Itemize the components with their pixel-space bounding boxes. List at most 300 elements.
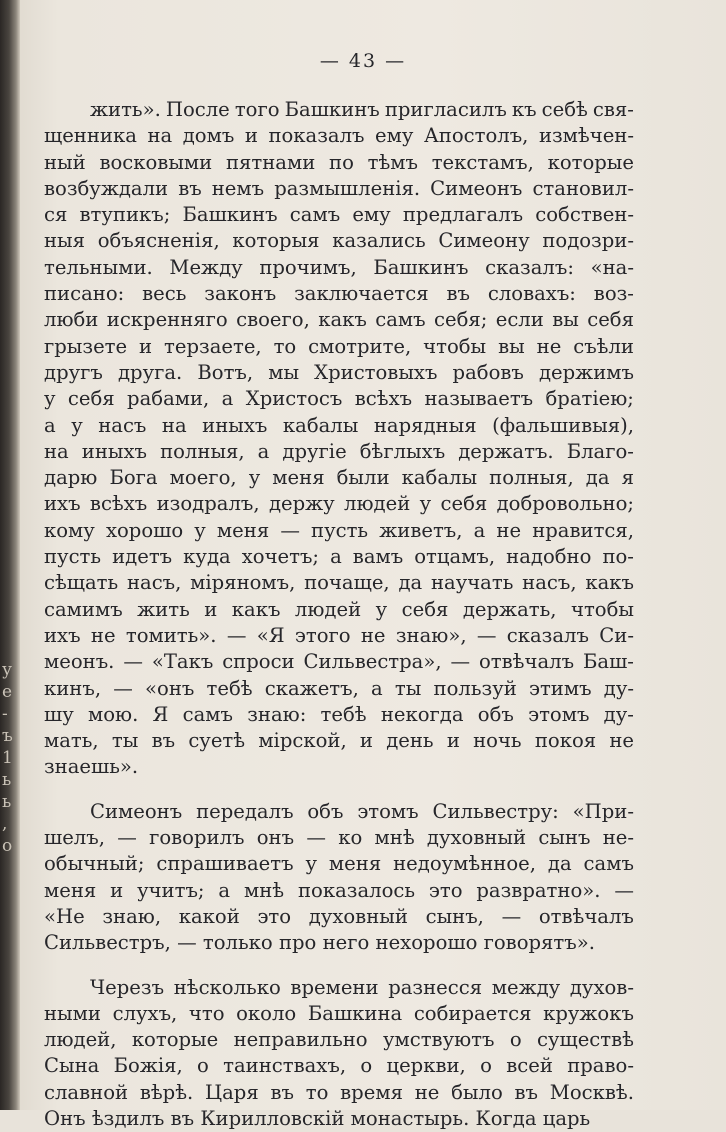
word: — [280,518,300,542]
word: о [480,1054,492,1078]
word: вамъ [352,545,404,569]
word: — [306,826,326,850]
word: ты [111,729,139,753]
word: ся [44,203,68,227]
word: и [244,124,258,148]
word: подозри- [542,229,634,253]
text-line [44,386,634,412]
word: въ [151,729,176,753]
word: Сильвестръ, [44,931,178,955]
word: иныхъ [202,413,268,437]
word: что [188,1001,225,1025]
word: домъ [182,124,235,148]
word: — [226,623,247,647]
word: «онъ [145,676,195,700]
word: нарядныя [373,413,477,437]
text-line [44,754,634,780]
word: скажетъ, [264,676,359,700]
word: текстамъ, [431,150,534,174]
word: немъ [211,176,265,200]
word: собирается [413,1001,532,1025]
word: свя- [592,98,634,121]
word: хочетъ; [241,545,320,569]
page-gutter [0,0,20,1110]
word: этомъ [357,799,419,823]
word: воз- [593,282,634,306]
word: отцамъ, [414,545,496,569]
word: ными [44,1001,101,1025]
word: у [194,518,206,542]
word: ду- [603,702,634,726]
word: меня [44,878,97,902]
word: по [329,150,354,174]
text-line [44,1001,634,1027]
word: — [450,650,471,674]
word: весь [142,282,187,306]
word: чтобы [571,597,634,621]
word: міряномъ, [190,571,296,595]
word: предлагалъ [402,203,524,227]
word: то [273,334,297,358]
word: въ [270,1080,294,1104]
word: мы [268,360,300,384]
word: въ [514,1080,539,1104]
word: писано: [44,282,125,306]
word: да [398,571,423,595]
word: сынъ, [425,904,484,928]
text-line [44,1080,634,1106]
word: почаще, [304,571,390,595]
word: о [360,1054,373,1078]
gutter-glyph: ь [2,792,12,812]
word: передалъ [196,799,294,823]
word: самъ [583,852,634,876]
word: тельными. [44,255,153,279]
word: самъ [182,702,233,726]
word: живетъ, [379,518,463,542]
word: про [278,931,323,955]
word: полныя, [160,439,245,463]
text-line [44,360,634,386]
word: другъ [44,360,103,384]
word: тѣмъ [367,150,418,174]
text-line [44,97,634,123]
word: искренняго [106,308,228,332]
word: время [340,1080,403,1104]
word: тебѣ [206,676,253,700]
word: я [621,466,634,490]
text-line [44,799,634,825]
gutter-glyph: ъ [2,726,13,746]
word: этого [294,623,351,647]
word: по- [602,545,634,569]
word: ихъ [44,492,81,516]
word: на [44,439,69,463]
word: людей, [44,1028,117,1052]
word: Царя [205,1080,259,1104]
word: кружокъ [543,1001,634,1025]
word: «При- [572,799,634,823]
body-text [44,97,634,1132]
word: сказалъ: [485,255,574,279]
word: духов- [569,975,634,999]
word: ныя [44,229,86,253]
word: онъ [256,826,295,850]
word: объясненія, [97,229,220,253]
word: знаю, [102,904,162,928]
text-line [44,930,634,956]
word: людей [294,597,362,621]
word: ду- [603,676,634,700]
word: пригласилъ [384,98,507,121]
word: церкви, [386,1054,466,1078]
word: Христосъ [245,387,343,411]
word: времени [290,975,379,999]
word: люби [44,308,99,332]
word: не [609,729,634,753]
gutter-glyph: о [2,836,13,856]
word: а [330,545,342,569]
word: между [491,975,561,999]
word: того [234,98,280,121]
word: дарю [44,466,98,490]
text-line [44,1106,634,1132]
word: Апостолъ, [423,124,529,148]
word: грызете [44,334,128,358]
facing-page-fragments [2,660,18,856]
word: возбуждали [44,176,169,200]
word: и [446,729,460,753]
word: Я [152,702,169,726]
word: съѣли [573,334,634,358]
word: мать, [44,729,99,753]
word: неправильно [233,1028,368,1052]
word: становил- [532,176,634,200]
text-line [44,570,634,596]
word: знаешь». [44,755,139,779]
word: и [110,878,124,902]
word: всѣхъ [354,387,413,411]
word: словахъ: [487,282,576,306]
word: всѣхъ [89,492,148,516]
word: восковыми [99,150,213,174]
text-line [44,878,634,904]
word: ѣздилъ [91,1106,171,1130]
text-line [44,1053,634,1079]
text-line [44,307,634,333]
word: пусть [311,518,369,542]
word: Сильвестру: [432,799,559,823]
word: куда [183,545,231,569]
word: не [496,518,522,542]
word: измѣчен- [538,124,634,148]
word: «Я [256,623,285,647]
word: моего, [169,466,237,490]
word: себя [67,387,115,411]
word: Симеону [438,229,530,253]
word: Сильвестра», [303,650,442,674]
word: терзаете, [164,334,262,358]
word: нехорошо [375,931,484,955]
word: какъ [585,571,634,595]
text-line [44,491,634,517]
word: щенника [44,124,137,148]
word: смотрите, [308,334,412,358]
word: кому [44,518,95,542]
word: нравится, [532,518,634,542]
text-line [44,518,634,544]
word: да [585,466,610,490]
word: къ [511,98,537,121]
word: о [509,1028,522,1052]
word: — [177,931,203,955]
word: недоумѣнное, [393,852,536,876]
word: шелъ, [44,826,105,850]
gutter-glyph: е [2,682,13,702]
word: вы [498,334,525,358]
word: Башкина [307,1001,403,1025]
word: него [322,931,376,955]
word: ему [375,124,414,148]
word: таинствахъ, [223,1054,347,1078]
word: Москвѣ. [549,1080,634,1104]
word: научать [430,571,514,595]
word: говорилъ [149,826,245,850]
word: которые [131,1028,219,1052]
word: «на- [590,255,634,279]
word: не [536,334,562,358]
text-line [44,413,634,439]
word: ный [44,150,86,174]
word: собствен- [535,203,634,227]
word: людей [344,492,411,516]
word: было [451,1080,503,1104]
word: Башкинъ [182,203,278,227]
word: бѣглыхъ [359,439,446,463]
gutter-glyph: ь [2,770,12,790]
word: самъ [289,203,341,227]
word: «Такъ [151,650,214,674]
text-line [44,228,634,254]
word: пользуй [433,676,517,700]
text-line [44,676,634,702]
page-number: — 43 — [319,50,407,72]
word: день [386,729,434,753]
word: отвѣчалъ [538,904,634,928]
word: умствуютъ [382,1028,495,1052]
text-line [44,623,634,649]
text-line [44,202,634,228]
word: насъ [98,413,147,437]
word: обычный; [44,852,145,876]
word: называетъ [424,387,534,411]
word: спроси [222,650,295,674]
word: рабами, [127,387,210,411]
gutter-glyph: 1 [2,748,13,768]
text-line [44,544,634,570]
word: ихъ [44,623,81,647]
word: После [165,98,230,121]
word: на [161,413,187,437]
word: пусть [44,545,102,569]
word: Черезъ [90,975,165,999]
word: Симеонъ [90,799,183,823]
word: — [117,826,137,850]
word: тебѣ [320,702,367,726]
word: Кирилловскій [200,1106,351,1130]
word: разнесся [388,975,483,999]
word: не [90,623,116,647]
word: которыя [232,229,320,253]
word: у [248,466,261,490]
word: о [197,1054,209,1078]
word: полныя, [489,466,574,490]
word: держатъ. [458,439,554,463]
word: царь [542,1106,591,1130]
word: какъ [318,308,367,332]
word: а [371,676,383,700]
gutter-glyph: - [2,704,8,724]
word: Вотъ, [197,360,254,384]
gutter-glyph: , [2,814,8,834]
word: ему [352,203,391,227]
word: себѣ [541,98,588,121]
word: сказалъ [506,623,589,647]
word: а [221,387,234,411]
word: да [547,852,572,876]
word: а [473,518,486,542]
word: если [495,308,544,332]
word: знаю: [247,702,307,726]
word: этимъ [528,676,592,700]
word: а [257,439,270,463]
word: кинъ, [44,676,102,700]
word: себя [440,492,488,516]
word: — [476,623,497,647]
word: Башкинъ [284,98,380,121]
word: чтобы [423,334,487,358]
word: самимъ [44,597,123,621]
word: у [375,597,388,621]
gutter-glyph: у [2,660,13,680]
word: Симеонъ [430,176,523,200]
word: самъ [375,308,426,332]
word: томить». [125,623,217,647]
word: насъ, [126,571,182,595]
word: «Не [44,904,85,928]
text-line [44,649,634,675]
word: а [218,878,231,902]
word: а [44,413,56,437]
word: заключается [294,282,429,306]
word: не [360,623,386,647]
word: не [414,1080,440,1104]
word: мнѣ [243,878,285,902]
text-line [44,825,634,851]
word: духовный [426,826,527,850]
text-line [44,904,634,930]
word: покоя [534,729,597,753]
paragraph-gap [44,957,634,975]
word: надобно [506,545,592,569]
word: вѣрѣ. [139,1080,194,1104]
word: духовный [308,904,408,928]
word: держимъ [538,360,634,384]
word: у [44,387,56,411]
word: этомъ [528,702,590,726]
word: говорятъ». [483,931,595,955]
word: суетѣ [188,729,246,753]
text-line [44,1027,634,1053]
word: Когда [475,1106,543,1130]
word: Благо- [566,439,634,463]
word: показалось [297,878,416,902]
word: держу [268,492,335,516]
word: показалъ [268,124,365,148]
word: рабовъ [452,360,524,384]
word: спрашиваетъ [156,852,294,876]
text-line [44,334,634,360]
word: прочимъ, [259,255,357,279]
word: въ [170,1106,201,1130]
word: и [139,334,153,358]
word: ночь [473,729,522,753]
word: нѣсколько [173,975,281,999]
word: какъ [231,597,281,621]
word: сѣщать [44,571,119,595]
word: мою. [87,702,139,726]
text-line [44,255,634,281]
word: шу [44,702,74,726]
word: на [147,124,173,148]
word: у [71,413,83,437]
word: Онъ [44,1106,92,1130]
paragraph-gap [44,781,634,799]
word: Сына [44,1054,100,1078]
text-line [44,281,634,307]
word: ты [394,676,422,700]
word: которые [547,150,634,174]
text-line [44,975,634,1001]
word: славной [44,1080,129,1104]
word: Си- [599,623,634,647]
word: отвѣчалъ [479,650,575,674]
word: добровольно; [496,492,634,516]
word: — [113,676,133,700]
word: друга. [117,360,183,384]
word: (фальшивыя), [492,413,634,437]
word: некогда [380,702,464,726]
word: втупикъ; [79,203,171,227]
word: монастырь. [350,1106,476,1130]
word: какой [178,904,240,928]
word: пятнами [225,150,316,174]
word: учитъ; [137,878,205,902]
text-line [44,465,634,491]
text-line [44,728,634,754]
word: себя [587,308,634,332]
text-line [44,176,634,202]
word: меня [272,466,325,490]
word: Башкинъ [373,255,469,279]
word: ко [338,826,363,850]
text-line [44,439,634,465]
word: были [336,466,390,490]
word: идетъ [112,545,173,569]
word: то [305,1080,329,1104]
word: своего, [236,308,310,332]
word: себя [401,597,449,621]
